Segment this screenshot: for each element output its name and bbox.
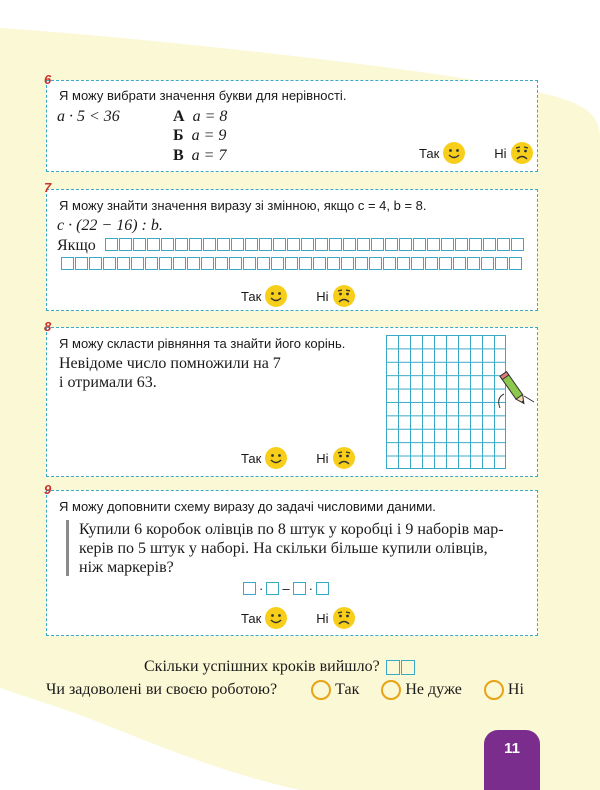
choice-circle-no[interactable] — [484, 680, 504, 700]
steps-answer-box-2[interactable] — [401, 660, 415, 675]
option-c — [173, 147, 226, 165]
answer-cell[interactable] — [173, 257, 186, 270]
dot-operator: · — [308, 581, 313, 596]
happy-face-icon[interactable] — [442, 141, 466, 165]
answer-cell[interactable] — [273, 238, 286, 251]
answer-cell[interactable] — [285, 257, 298, 270]
task-7-box — [46, 189, 538, 311]
answer-cells-row-1[interactable] — [105, 238, 525, 251]
answer-cell[interactable] — [439, 257, 452, 270]
task-9-problem-line-2: керів по 5 штук у наборі. На скільки більше купили олівців, — [79, 540, 488, 557]
steps-answer-box-1[interactable] — [386, 660, 400, 675]
answer-cell[interactable] — [495, 257, 508, 270]
minus-operator: – — [282, 581, 290, 596]
option-c-letter: В — [173, 147, 184, 164]
answer-cell[interactable] — [411, 257, 424, 270]
answer-cell[interactable] — [413, 238, 426, 251]
happy-face-icon[interactable] — [264, 284, 288, 308]
answer-cell[interactable] — [371, 238, 384, 251]
task-9-statement: Я можу доповнити схему виразу до задачі числовими даними. — [59, 499, 436, 514]
answer-cell[interactable] — [145, 257, 158, 270]
answer-cell[interactable] — [357, 238, 370, 251]
steps-question: Скільки успішних кроків вийшло? — [144, 658, 380, 675]
answer-cell[interactable] — [329, 238, 342, 251]
no-label: Ні — [494, 145, 507, 161]
answer-cell[interactable] — [467, 257, 480, 270]
task-number-8: 8 — [44, 319, 52, 334]
steps-question-row — [144, 658, 415, 676]
page-number-tab — [484, 730, 540, 790]
choice-label-yes: Так — [335, 681, 360, 698]
answer-cell[interactable] — [131, 257, 144, 270]
yes-label: Так — [241, 610, 262, 626]
answer-cell[interactable] — [147, 238, 160, 251]
dot-operator: · — [259, 581, 264, 596]
task-8-feedback — [241, 446, 356, 470]
answer-cell[interactable] — [453, 257, 466, 270]
answer-cell[interactable] — [341, 257, 354, 270]
yes-label: Так — [241, 450, 262, 466]
answer-cell[interactable] — [75, 257, 88, 270]
choice-label-no: Ні — [507, 681, 524, 698]
answer-cell[interactable] — [315, 238, 328, 251]
answer-cell[interactable] — [245, 238, 258, 251]
no-label: Ні — [316, 610, 329, 626]
sad-face-icon[interactable] — [332, 284, 356, 308]
option-b-letter: Б — [173, 127, 184, 144]
task-7-expression: c · (22 − 16) : b. — [57, 217, 163, 234]
choice-label-not-really: Не дуже — [405, 681, 462, 698]
answer-cell[interactable] — [201, 257, 214, 270]
task-9-problem-line-3: ніж маркерів? — [79, 559, 174, 576]
answer-cell[interactable] — [89, 257, 102, 270]
answer-cell[interactable] — [103, 257, 116, 270]
task-8-problem-line-2: і отримали 63. — [59, 374, 157, 391]
answer-cell[interactable] — [497, 238, 510, 251]
task-9-feedback — [241, 606, 356, 630]
task-6-inequality: a · 5 < 36 — [57, 108, 120, 125]
answer-cell[interactable] — [343, 238, 356, 251]
squared-grid[interactable] — [386, 335, 506, 469]
answer-cell[interactable] — [105, 238, 118, 251]
answer-cell[interactable] — [509, 257, 522, 270]
blank-box-4[interactable] — [316, 582, 329, 595]
answer-cell[interactable] — [217, 238, 230, 251]
no-label: Ні — [316, 450, 329, 466]
answer-cell[interactable] — [229, 257, 242, 270]
task-9-box — [46, 490, 538, 636]
answer-cell[interactable] — [481, 257, 494, 270]
answer-cell[interactable] — [287, 238, 300, 251]
yes-label: Так — [419, 145, 440, 161]
answer-cell[interactable] — [399, 238, 412, 251]
answer-cell[interactable] — [257, 257, 270, 270]
answer-cell[interactable] — [299, 257, 312, 270]
answer-cell[interactable] — [385, 238, 398, 251]
answer-cell[interactable] — [189, 238, 202, 251]
task-8-statement: Я можу скласти рівняння та знайти його корінь. — [59, 336, 346, 351]
task-7-statement: Я можу знайти значення виразу зі змінною, якщо c = 4, b = 8. — [59, 198, 427, 213]
answer-cell[interactable] — [355, 257, 368, 270]
option-b — [173, 127, 226, 145]
satisfaction-question: Чи задоволені ви своєю роботою? — [46, 681, 278, 698]
answer-cells-row-2[interactable] — [61, 257, 522, 270]
answer-cell[interactable] — [231, 238, 244, 251]
happy-face-icon[interactable] — [264, 606, 288, 630]
answer-cell[interactable] — [203, 238, 216, 251]
sad-face-icon[interactable] — [332, 446, 356, 470]
answer-cell[interactable] — [469, 238, 482, 251]
option-a — [173, 108, 227, 126]
answer-cell[interactable] — [383, 257, 396, 270]
blank-box-2[interactable] — [266, 582, 279, 595]
answer-cell[interactable] — [425, 257, 438, 270]
blank-box-1[interactable] — [243, 582, 256, 595]
task-number-7: 7 — [44, 180, 52, 195]
answer-cell[interactable] — [369, 257, 382, 270]
task-6-statement: Я можу вибрати значення букви для нерівності. — [59, 88, 347, 103]
answer-cell[interactable] — [243, 257, 256, 270]
answer-cell[interactable] — [483, 238, 496, 251]
choice-circle-yes[interactable] — [311, 680, 331, 700]
task-6-box — [46, 80, 538, 172]
quote-bar — [66, 520, 69, 576]
answer-label: Якщо — [57, 237, 96, 254]
answer-cell[interactable] — [397, 257, 410, 270]
task-7-feedback — [241, 284, 356, 308]
task-number-9: 9 — [44, 482, 52, 497]
answer-cell[interactable] — [259, 238, 272, 251]
option-a-value: a = 8 — [192, 108, 228, 125]
answer-cell[interactable] — [215, 257, 228, 270]
answer-cell[interactable] — [441, 238, 454, 251]
pencil-icon — [494, 368, 536, 410]
expression-scheme — [243, 581, 329, 596]
sad-face-icon[interactable] — [332, 606, 356, 630]
answer-cell[interactable] — [301, 238, 314, 251]
task-9-problem-line-1: Купили 6 коробок олівців по 8 штук у коробці і 9 наборів мар- — [79, 521, 504, 538]
yes-label: Так — [241, 288, 262, 304]
answer-cell[interactable] — [187, 257, 200, 270]
answer-cell[interactable] — [327, 257, 340, 270]
answer-cell[interactable] — [161, 238, 174, 251]
option-a-letter: А — [173, 108, 185, 125]
answer-cell[interactable] — [117, 257, 130, 270]
answer-cell[interactable] — [133, 238, 146, 251]
no-label: Ні — [316, 288, 329, 304]
option-b-value: a = 9 — [191, 127, 227, 144]
answer-cell[interactable] — [511, 238, 524, 251]
task-6-feedback — [419, 141, 534, 165]
blank-box-3[interactable] — [293, 582, 306, 595]
task-8-problem-line-1: Невідоме число помножили на 7 — [59, 355, 281, 372]
happy-face-icon[interactable] — [264, 446, 288, 470]
choice-circle-not-really[interactable] — [381, 680, 401, 700]
option-c-value: a = 7 — [191, 147, 227, 164]
sad-face-icon[interactable] — [510, 141, 534, 165]
answer-cell[interactable] — [175, 238, 188, 251]
answer-cell[interactable] — [427, 238, 440, 251]
answer-cell[interactable] — [271, 257, 284, 270]
task-number-6: 6 — [44, 72, 52, 87]
satisfaction-row — [46, 680, 524, 700]
answer-cell[interactable] — [159, 257, 172, 270]
answer-cell[interactable] — [455, 238, 468, 251]
answer-cell[interactable] — [313, 257, 326, 270]
answer-cell[interactable] — [61, 257, 74, 270]
answer-cell[interactable] — [119, 238, 132, 251]
page-number: 11 — [504, 740, 520, 757]
